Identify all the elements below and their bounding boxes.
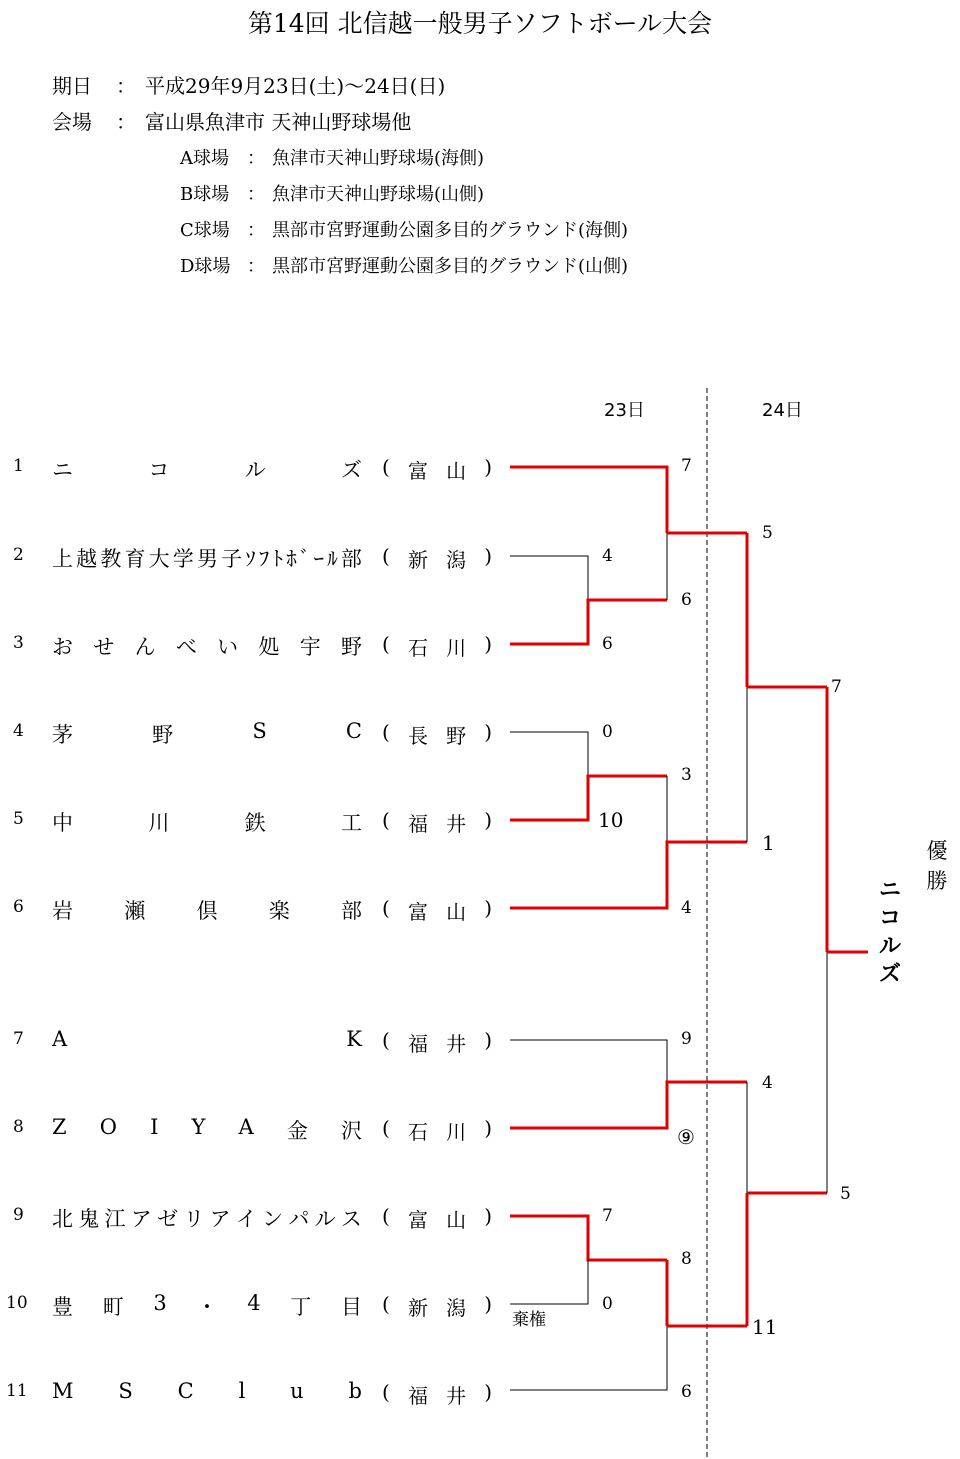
team-prefecture-char: ) — [484, 1116, 492, 1140]
team-name-char: ス — [340, 1207, 362, 1231]
champion-label — [925, 836, 949, 896]
team-name-char: Z — [52, 1115, 67, 1139]
bracket-line-team6-win — [510, 842, 747, 908]
bracket-line-team7 — [510, 1040, 667, 1082]
team-prefecture-char: ( — [382, 808, 390, 832]
team-name-char: C — [345, 719, 362, 743]
team-prefecture-char: ( — [382, 896, 390, 920]
team-name-char: ル — [244, 458, 266, 482]
team-prefecture — [382, 1028, 492, 1057]
team-name-char: 江 — [104, 1207, 126, 1231]
team-name-char: 野 — [152, 723, 174, 747]
score-final-top: 7 — [831, 677, 842, 697]
score-r2-m4-top: 8 — [681, 1249, 692, 1269]
vertical-char: ズ — [878, 961, 901, 987]
team-name-char: ニ — [52, 458, 73, 482]
team-name-char: ﾎ — [286, 547, 297, 571]
bracket-line-team1-win — [510, 467, 667, 533]
venue-a-place: 魚津市天神山野球場(海側) — [272, 148, 485, 169]
team-prefecture-char: 富 — [407, 1208, 428, 1232]
team-name-char: S — [252, 719, 267, 743]
score-r1-m3-top: 7 — [602, 1206, 613, 1226]
team-name — [52, 631, 362, 661]
score-final-bottom: 5 — [840, 1184, 851, 1204]
team-name-char: u — [290, 1379, 304, 1403]
team-prefecture-char: 新 — [407, 548, 428, 572]
venue-b-place: 魚津市天神山野球場(山側) — [272, 184, 485, 205]
score-r1-m3-bottom: 0 — [602, 1294, 613, 1314]
team-number: 11 — [6, 1381, 28, 1401]
forfeit-note: 棄権 — [512, 1310, 546, 1330]
team-name-char: I — [150, 1115, 159, 1139]
team-prefecture-char: 福 — [407, 812, 428, 836]
team-name-char: C — [177, 1379, 194, 1403]
team-name-char: A — [238, 1115, 254, 1139]
team-prefecture — [382, 1380, 492, 1409]
team-name-char: せ — [93, 635, 115, 659]
team-name-char: 教 — [100, 547, 122, 571]
page-title: 第14回 北信越一般男子ソフトボール大会 — [247, 9, 713, 38]
team-prefecture — [382, 896, 492, 925]
team-prefecture-char: 潟 — [446, 548, 467, 572]
team-prefecture-char: ( — [382, 1204, 390, 1228]
score-sf-m1-top: 5 — [762, 523, 773, 543]
team-number: 8 — [13, 1117, 24, 1137]
venue-d-sep: ： — [247, 256, 265, 277]
team-prefecture-char: ) — [484, 896, 492, 920]
score-r1-m2-top: 0 — [602, 722, 613, 742]
team-prefecture — [382, 808, 492, 837]
score-r2-m3-bottom: ⑨ — [677, 1125, 695, 1149]
team-prefecture-char: ( — [382, 632, 390, 656]
score-r2-m1-top: 7 — [681, 456, 692, 476]
team-name-char: 中 — [52, 811, 73, 835]
team-prefecture-char: ) — [484, 720, 492, 744]
team-name-char: イ — [235, 1207, 257, 1231]
team-name-char: 鬼 — [78, 1207, 100, 1231]
team-prefecture-char: ( — [382, 544, 390, 568]
venue-d-place: 黒部市宮野運動公園多目的グラウンド(山側) — [272, 256, 629, 277]
venue-a-name: A球場 — [180, 148, 229, 169]
team-name-char: O — [99, 1115, 117, 1139]
venue-d-name: D球場 — [180, 256, 231, 277]
team-prefecture-char: 長 — [407, 724, 428, 748]
team-name-char: A — [52, 1027, 68, 1051]
team-name-char: い — [217, 635, 239, 659]
team-name — [52, 719, 362, 749]
team-name-char: 楽 — [268, 899, 290, 923]
team-name-char: l — [238, 1379, 246, 1403]
bracket-line-team10 — [510, 1260, 588, 1304]
team-name-char: 越 — [76, 547, 98, 571]
score-r1-m1-top: 4 — [602, 546, 613, 566]
team-prefecture-char: 石 — [407, 1120, 428, 1144]
team-name-char: お — [52, 635, 73, 659]
team-name — [52, 1115, 362, 1145]
team-name-char: ﾞ — [299, 547, 311, 571]
team-prefecture-char: 井 — [446, 812, 467, 836]
team-prefecture-char: 川 — [446, 636, 467, 660]
team-name — [52, 1203, 362, 1233]
date-separator: ： — [116, 74, 136, 98]
team-name-char: 工 — [340, 811, 362, 835]
team-prefecture-char: 石 — [407, 636, 428, 660]
team-name-char: 町 — [102, 1295, 124, 1319]
team-name — [52, 1027, 362, 1051]
team-name-char: ズ — [340, 458, 362, 482]
team-number: 10 — [6, 1293, 28, 1313]
bracket-line-team2 — [510, 556, 588, 600]
team-name-char: べ — [175, 635, 197, 659]
venue-b-sep: ： — [247, 184, 265, 205]
team-name-char: S — [118, 1379, 133, 1403]
team-name-char: ｰ — [313, 547, 325, 571]
team-name-char: コ — [148, 458, 170, 482]
team-prefecture — [382, 544, 492, 573]
team-prefecture-char: ) — [484, 1292, 492, 1316]
team-number: 4 — [13, 721, 24, 741]
team-number: 6 — [13, 897, 24, 917]
team-name-char: 茅 — [52, 723, 73, 747]
team-name — [52, 1379, 362, 1403]
team-prefecture-char: 山 — [446, 900, 467, 924]
team-name-char: 男 — [196, 547, 218, 571]
team-prefecture-char: ) — [484, 1028, 492, 1052]
venue-value: 富山県魚津市 天神山野球場他 — [145, 110, 412, 134]
team-number: 7 — [13, 1029, 24, 1049]
bracket-line-team9-win — [510, 1216, 667, 1260]
team-prefecture — [382, 632, 492, 661]
team-number: 9 — [13, 1205, 24, 1225]
team-name-char: ゼ — [157, 1207, 179, 1231]
score-r2-m1-bottom: 6 — [681, 590, 692, 610]
team-prefecture-char: 山 — [446, 1208, 467, 1232]
team-prefecture-char: 山 — [446, 459, 467, 483]
team-prefecture-char: ) — [484, 632, 492, 656]
score-r2-m4-bottom: 6 — [681, 1382, 692, 1402]
venue-c-place: 黒部市宮野運動公園多目的グラウンド(海側) — [272, 220, 629, 241]
team-name-char: ﾄ — [272, 547, 284, 571]
team-prefecture-char: ) — [484, 808, 492, 832]
team-prefecture-char: 富 — [407, 900, 428, 924]
team-prefecture-char: ( — [382, 1380, 390, 1404]
team-name-char: 鉄 — [244, 811, 266, 835]
team-prefecture — [382, 455, 492, 484]
score-r2-m2-bottom: 4 — [681, 898, 692, 918]
day2-label: 24日 — [762, 400, 803, 421]
team-name-char: 学 — [172, 547, 194, 571]
team-name-char: 宇 — [299, 635, 321, 659]
team-name-char: 野 — [340, 635, 362, 659]
bracket-line-team8-win — [510, 1082, 747, 1128]
team-prefecture-char: 井 — [446, 1032, 467, 1056]
team-name-char: ﾌ — [258, 547, 270, 571]
team-name-char: 瀬 — [124, 899, 146, 923]
team-name-char: 丁 — [290, 1295, 312, 1319]
team-prefecture-char: ( — [382, 1028, 390, 1052]
team-name-char: ア — [130, 1207, 152, 1231]
team-number: 1 — [13, 456, 24, 476]
venue-label: 会場 — [52, 110, 92, 134]
team-prefecture — [382, 1116, 492, 1145]
score-r2-m3-top: 9 — [681, 1029, 692, 1049]
team-name — [52, 1291, 362, 1321]
team-prefecture-char: ) — [484, 1380, 492, 1404]
team-prefecture-char: 潟 — [446, 1296, 467, 1320]
team-name-char: M — [52, 1379, 74, 1403]
team-name-char: リ — [183, 1207, 205, 1231]
team-prefecture-char: 福 — [407, 1032, 428, 1056]
bracket-line-team3-win — [510, 600, 667, 644]
day1-label: 23日 — [604, 400, 645, 421]
venue-a-sep: ： — [247, 148, 265, 169]
venue-c-sep: ： — [247, 220, 265, 241]
bracket-line-team5-win — [510, 776, 667, 820]
team-prefecture-char: ( — [382, 1116, 390, 1140]
team-prefecture-char: 富 — [407, 459, 428, 483]
team-prefecture — [382, 1292, 492, 1321]
team-prefecture-char: 野 — [446, 724, 467, 748]
team-prefecture-char: 川 — [446, 1120, 467, 1144]
team-name-char: 子 — [221, 547, 243, 571]
vertical-char: 勝 — [926, 869, 948, 893]
team-number: 3 — [13, 633, 24, 653]
team-name-char: ル — [314, 1207, 336, 1231]
vertical-char: ニ — [878, 877, 901, 903]
team-name-char: ・ — [196, 1295, 218, 1319]
team-name-char: 岩 — [52, 899, 73, 923]
team-name — [52, 895, 362, 925]
team-prefecture-char: ) — [484, 544, 492, 568]
date-value: 平成29年9月23日(土)～24日(日) — [145, 74, 446, 98]
team-prefecture-char: 井 — [446, 1384, 467, 1408]
team-name — [52, 454, 362, 484]
team-prefecture-char: 新 — [407, 1296, 428, 1320]
team-name-char: K — [346, 1027, 362, 1051]
team-name — [52, 807, 362, 837]
score-r1-m2-bottom: 10 — [598, 808, 624, 832]
team-name-char: ア — [209, 1207, 231, 1231]
champion-name — [878, 876, 902, 988]
team-name-char: 北 — [52, 1207, 73, 1231]
venue-b-name: B球場 — [180, 184, 230, 205]
team-name-char: 金 — [286, 1119, 308, 1143]
team-name-char: 倶 — [196, 899, 218, 923]
score-sf-m2-bottom: 11 — [752, 1315, 778, 1339]
vertical-char: 優 — [926, 839, 948, 863]
team-name-char: 目 — [340, 1295, 362, 1319]
team-name-char: パ — [288, 1207, 310, 1231]
team-name-char: ｿ — [245, 547, 256, 571]
team-name-char: ん — [134, 635, 156, 659]
team-name-char: 上 — [52, 547, 73, 571]
vertical-char: コ — [878, 905, 901, 931]
team-number: 2 — [13, 545, 24, 565]
team-prefecture — [382, 1204, 492, 1233]
team-name-char: 部 — [341, 899, 362, 923]
team-name-char: ﾙ — [327, 547, 338, 571]
team-name-char: 豊 — [52, 1295, 73, 1319]
team-name-char: 育 — [124, 547, 146, 571]
team-prefecture-char: ) — [484, 1204, 492, 1228]
score-sf-m2-top: 4 — [762, 1073, 773, 1093]
team-name-char: ン — [262, 1207, 284, 1231]
venue-c-name: C球場 — [180, 220, 230, 241]
team-name — [52, 543, 362, 573]
team-prefecture-char: 福 — [407, 1384, 428, 1408]
team-name-char: 4 — [247, 1291, 261, 1315]
team-prefecture-char: ) — [484, 455, 492, 479]
score-r2-m2-top: 3 — [681, 765, 692, 785]
team-prefecture-char: ( — [382, 1292, 390, 1316]
team-name-char: 沢 — [341, 1119, 362, 1143]
vertical-char: ル — [878, 933, 901, 959]
team-prefecture-char: ( — [382, 455, 390, 479]
team-name-char: 大 — [148, 547, 170, 571]
team-prefecture — [382, 720, 492, 749]
team-name-char: 3 — [153, 1291, 167, 1315]
team-name-char: Y — [191, 1115, 206, 1139]
bracket-line-team4 — [510, 732, 588, 776]
team-name-char: 部 — [340, 547, 362, 571]
date-label: 期日 — [52, 74, 92, 98]
team-name-char: 川 — [148, 811, 170, 835]
venue-separator: ： — [116, 110, 136, 134]
team-prefecture-char: ( — [382, 720, 390, 744]
team-name-char: 処 — [258, 635, 280, 659]
score-r1-m1-bottom: 6 — [602, 634, 613, 654]
score-sf-m1-bottom: 1 — [762, 831, 775, 855]
team-number: 5 — [13, 809, 24, 829]
bracket-line-team11 — [510, 1326, 667, 1390]
team-name-char: b — [348, 1379, 362, 1403]
